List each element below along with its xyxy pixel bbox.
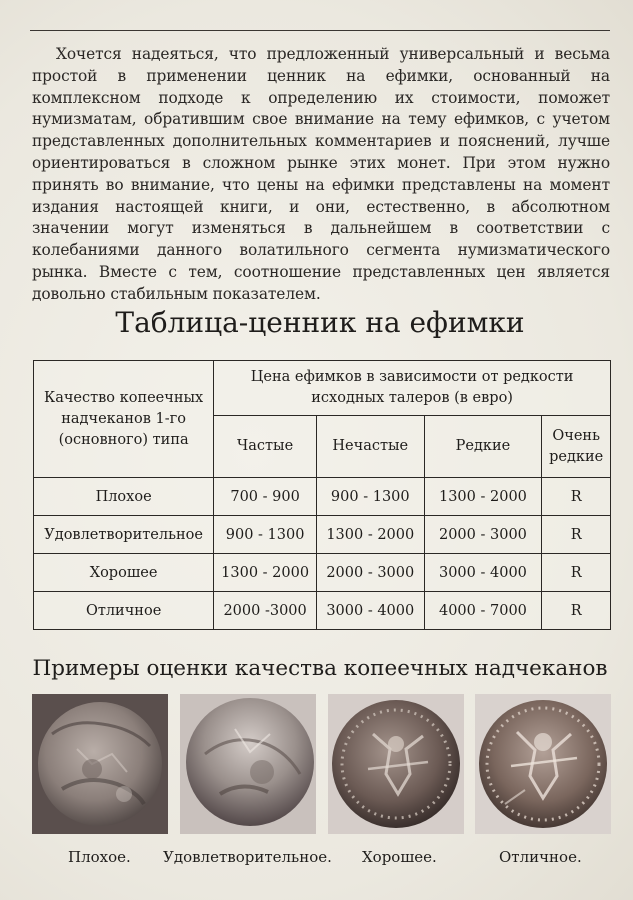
top-rule (30, 30, 610, 31)
price-cell: 3000 - 4000 (316, 592, 424, 630)
header-very-rare: Очень редкие (542, 416, 611, 478)
price-cell: R (542, 592, 611, 630)
header-rare: Редкие (424, 416, 542, 478)
coin-photo-poor (32, 694, 168, 834)
table-row (34, 592, 611, 630)
intro-paragraph: Хочется надеяться, что предложенный универсальный и весьма простой в применении ценник на ефимки, основанный на комплексном подходе к определению их стоимости, поможет нумизматам, обратившим свое внимание на тему ефимков, с учетом представленных дополнительных комментариев и пояснений, лучше ориентироваться в сложном рынке этих монет. При этом нужно принять во внимание, что цены на ефимки представлены на момент издания настоящей книги, и они, естественно, в абсолютном значении могут изменяться в дальнейшем в соответствии с колебаниями данного волатильного сегмента нумизматического рынка. Вместе с тем, соотношение представленных цен является довольно стабильным показателем. (32, 45, 610, 303)
price-cell: 1300 - 2000 (316, 516, 424, 554)
price-cell: 2000 -3000 (214, 592, 317, 630)
header-quality: Качество копеечных надчеканов 1-го (основного) типа (34, 361, 214, 478)
coin-label-good: Хорошее. (362, 848, 437, 866)
price-cell: 2000 - 3000 (424, 516, 542, 554)
header-infrequent: Нечастые (316, 416, 424, 478)
price-cell: R (542, 516, 611, 554)
row-quality: Удовлетворительное (34, 516, 214, 554)
row-quality: Хорошее (34, 554, 214, 592)
table-row (34, 554, 611, 592)
table-header-row (34, 361, 611, 416)
price-cell: R (542, 554, 611, 592)
coin-label-excellent: Отличное. (499, 848, 582, 866)
table-row (34, 478, 611, 516)
price-cell: 1300 - 2000 (424, 478, 542, 516)
header-frequent: Частые (214, 416, 317, 478)
price-cell: 4000 - 7000 (424, 592, 542, 630)
row-quality: Отличное (34, 592, 214, 630)
coin-label-poor: Плохое. (68, 848, 131, 866)
header-price-group: Цена ефимков в зависимости от редкости исходных талеров (в евро) (214, 361, 611, 416)
row-quality: Плохое (34, 478, 214, 516)
price-cell: 3000 - 4000 (424, 554, 542, 592)
coin-photo-good (328, 694, 464, 834)
price-cell: 900 - 1300 (316, 478, 424, 516)
price-cell: 900 - 1300 (214, 516, 317, 554)
examples-title: Примеры оценки качества копеечных надчеканов (32, 656, 608, 681)
price-cell: 1300 - 2000 (214, 554, 317, 592)
coin-label-satisfactory: Удовлетворительное. (163, 848, 332, 866)
coin-photo-satisfactory (180, 694, 316, 834)
table-title: Таблица-ценник на ефимки (115, 306, 525, 339)
table-row (34, 516, 611, 554)
coin-photo-excellent (475, 694, 611, 834)
price-cell: 700 - 900 (214, 478, 317, 516)
price-table (33, 360, 611, 630)
price-cell: R (542, 478, 611, 516)
price-cell: 2000 - 3000 (316, 554, 424, 592)
